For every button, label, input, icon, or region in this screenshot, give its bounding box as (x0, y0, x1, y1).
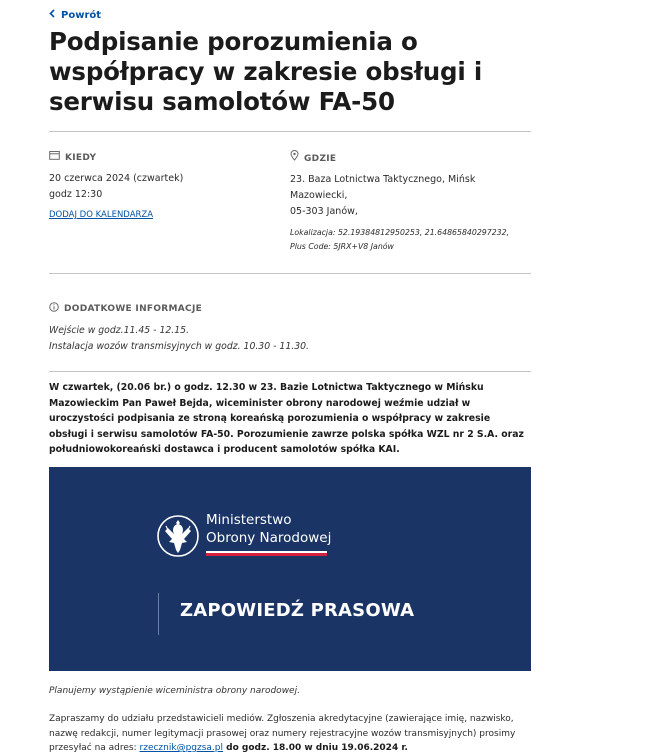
divider (49, 273, 531, 274)
address-line-2: Mazowiecki, (290, 190, 348, 201)
calendar-icon (49, 150, 65, 166)
where-heading: GDZIE (290, 150, 531, 167)
additional-info-section (49, 302, 309, 355)
image-caption: Planujemy wystąpienie wiceministra obrony narodowej. (49, 686, 300, 696)
event-date: 20 czerwca 2024 (czwartek) (49, 173, 184, 184)
polish-flag-stripe (206, 551, 327, 556)
back-label: Powrót (61, 10, 102, 21)
add-to-calendar-link[interactable]: DODAJ DO KALENDARZA (49, 210, 154, 220)
press-announcement-banner (49, 467, 531, 671)
ministry-name: Ministerstwo Obrony Narodowej (206, 512, 332, 546)
lead-paragraph: W czwartek, (20.06 br.) o godz. 12.30 w 23. Bazie Lotnictwa Taktycznego w Mińsku Mazowieckim Pan Paweł Bejda, wiceminister obrony narodowej weźmie udział w uroczystości podpisania ze stroną koreańską porozumienia o współpracy w zakresie obsługi i serwisu samolotów FA-50. Porozumienie zawrze polska spółka WZL nr 2 S.A. oraz południowokoreański dostawca i producent samolotów spółka KAI. (49, 382, 524, 455)
banner-divider (158, 593, 159, 635)
entry-hours: Wejście w godz.11.45 - 12.15. (49, 325, 190, 336)
address-line-3: 05-303 Janów, (290, 206, 358, 217)
when-section (49, 150, 269, 223)
divider (49, 371, 531, 372)
polish-eagle-emblem-icon (157, 512, 199, 564)
when-heading: KIEDY (49, 150, 269, 166)
info-heading: DODATKOWE INFORMACJE (49, 302, 309, 315)
broadcast-vans-hours: Instalacja wozów transmisyjnych w godz. 10.30 - 11.30. (49, 341, 309, 352)
chevron-left-icon (49, 9, 55, 21)
address-line-1: 23. Baza Lotnictwa Taktycznego, Mińsk (290, 174, 476, 185)
location-pin-icon (290, 150, 304, 167)
press-email-link[interactable]: rzecznik@pgzsa.pl (139, 743, 223, 753)
plus-code: Plus Code: 5JRX+V8 Janów (290, 242, 394, 251)
page-title: Podpisanie porozumienia o współpracy w zakresie obsługi i serwisu samolotów FA-50 (49, 27, 483, 116)
press-announcement-title: ZAPOWIEDŹ PRASOWA (180, 600, 415, 621)
location-coordinates: Lokalizacja: 52.19384812950253, 21.64865840297232, (290, 228, 510, 237)
event-time: godz 12:30 (49, 189, 103, 200)
accreditation-deadline: do godz. 18.00 w dniu 19.06.2024 r. (223, 743, 408, 753)
divider (49, 131, 531, 132)
info-icon (49, 302, 64, 315)
back-link[interactable] (49, 9, 101, 21)
accreditation-paragraph: Zapraszamy do udziału przedstawicieli mediów. Zgłoszenia akredytacyjne (zawierające imię, nazwisko, nazwę redakcji, numer legitymacji prasowej oraz numery rejestracyjne wozów transmisyjnych) prosimy przesyłać na adres: rzecznik@pgzsa.pl do godz. 18.00 w dniu 19.06.2024 r. (49, 714, 516, 753)
where-section (290, 150, 531, 254)
